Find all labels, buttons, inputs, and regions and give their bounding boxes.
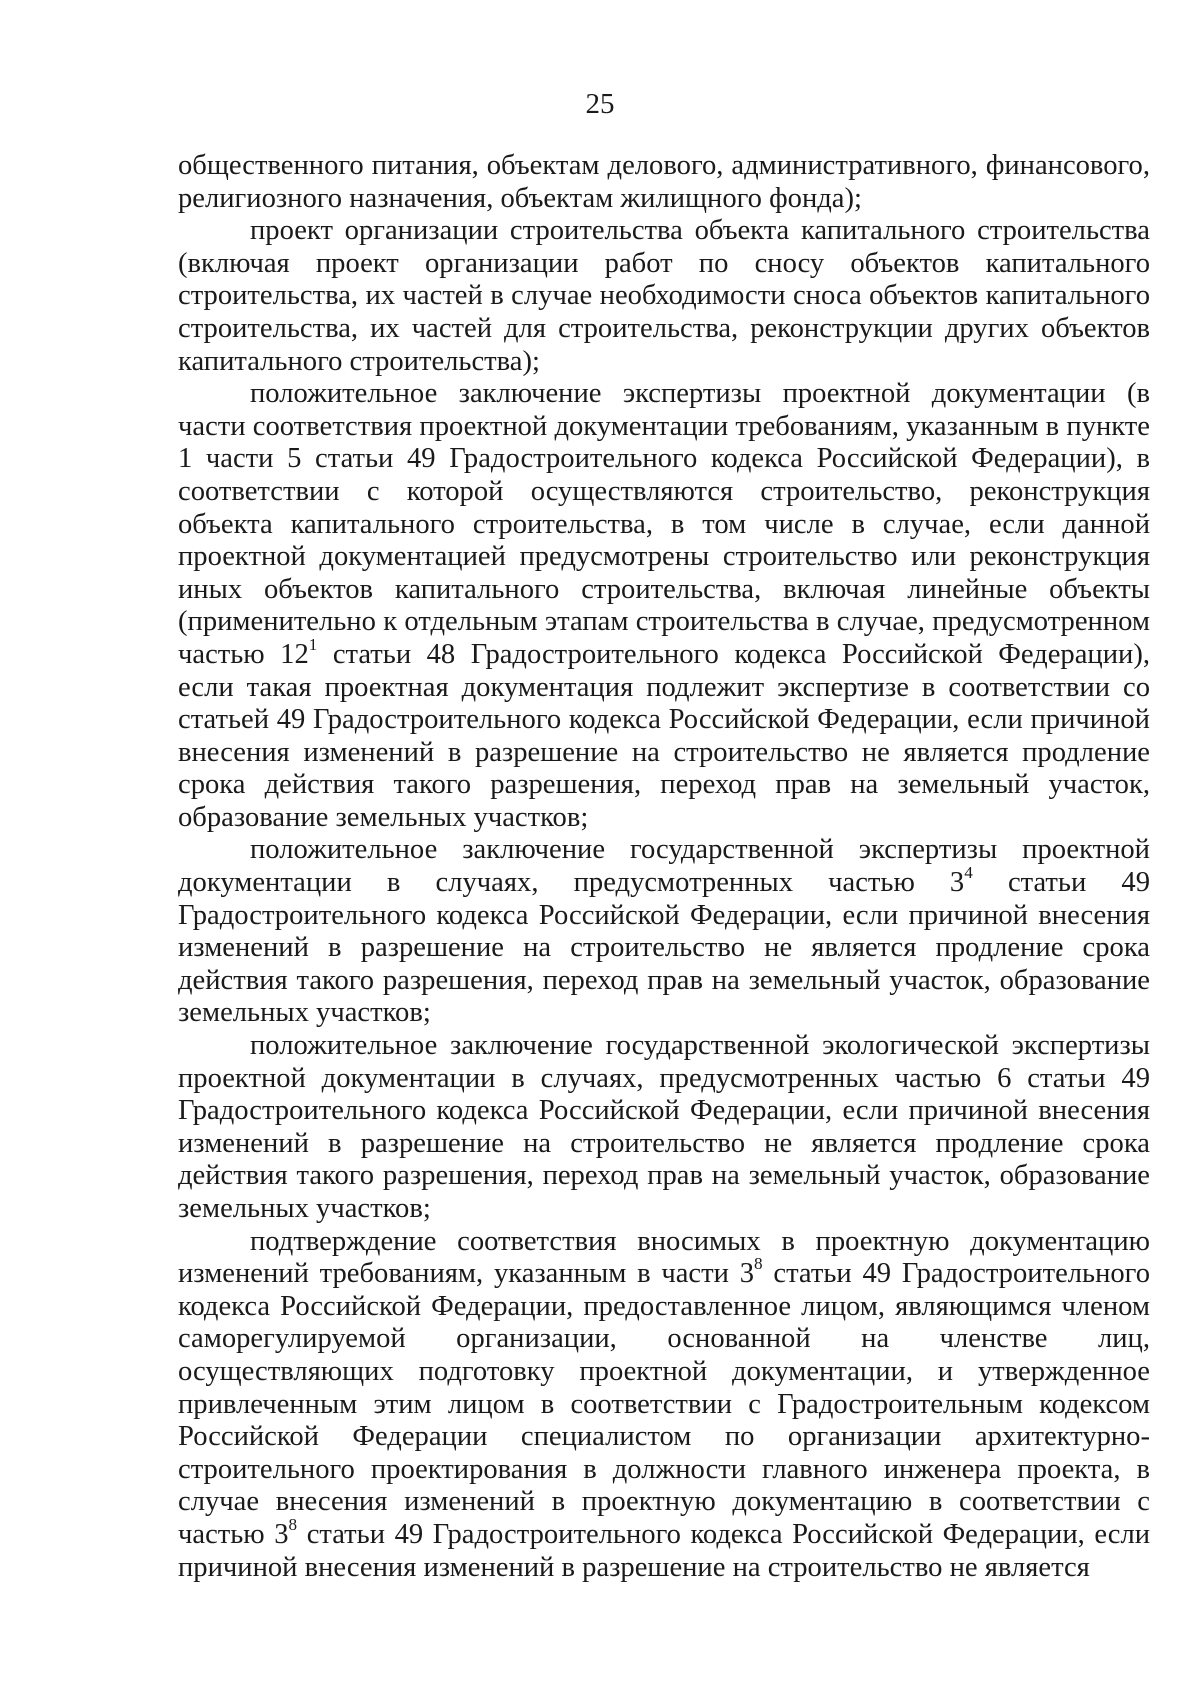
superscript: 8 bbox=[288, 1515, 298, 1535]
paragraph-text: положительное заключение государственной экспертизы проектной документации в случаях, предусмотренных частью 3 bbox=[178, 834, 1150, 899]
paragraph-text: общественного питания, объектам делового, административного, финансового, религиозного назначения, объектам жилищного фонда); bbox=[178, 150, 1150, 214]
paragraph bbox=[178, 834, 1150, 1030]
paragraph-text: статьи 49 Градостроительного кодекса Российской Федерации, если причиной внесения изменений в разрешение на строительство не является bbox=[178, 1518, 1151, 1583]
paragraph-text: положительное заключение экспертизы проектной документации (в части соответствия проектной документации требованиям, указанным в пункте 1 части 5 статьи 49 Градостроительного кодекса Российской Федерации), в соответствии с которой осуществляются строительство, реконструкция объекта капитального строительства, в том числе в случае, если данной проектной документацией предусмотрены строительство или реконструкция иных объектов капитального строительства, включая линейные объекты (применительно к отдельным этапам строительства в случае, предусмотренном частью 12 bbox=[178, 378, 1150, 670]
paragraph bbox=[178, 150, 1150, 215]
superscript: 1 bbox=[308, 635, 318, 655]
paragraph-text: статьи 49 Градостроительного кодекса Российской Федерации, если причиной внесения изменений в разрешение на строительство не является продление срока действия такого разрешения, переход прав на земельный участок, образование земельных участков; bbox=[178, 867, 1150, 1029]
paragraph bbox=[178, 215, 1150, 378]
paragraph-text: проект организации строительства объекта капитального строительства (включая проект организации работ по сносу объектов капитального строительства, их частей в случае необходимости сноса объектов капитального строительства, их частей для строительства, реконструкции других объектов капитального строительства); bbox=[178, 215, 1150, 377]
document-body bbox=[178, 150, 1150, 1584]
paragraph-text: положительное заключение государственной экологической экспертизы проектной документации в случаях, предусмотренных частью 6 статьи 49 Градостроительного кодекса Российской Федерации, если причиной внесения изменений в разрешение на строительство не является продление срока действия такого разрешения, переход прав на земельный участок, образование земельных участков; bbox=[178, 1030, 1150, 1224]
superscript: 8 bbox=[754, 1254, 763, 1274]
paragraph-text: статьи 48 Градостроительного кодекса Российской Федерации), если такая проектная документация подлежит экспертизе в соответствии со статьей 49 Градостроительного кодекса Российской Федерации, если причиной внесения изменений в разрешение на строительство не является продление срока действия такого разрешения, переход прав на земельный участок, образование земельных участков; bbox=[178, 638, 1150, 833]
paragraph-text: статьи 49 Градостроительного кодекса Российской Федерации, предоставленное лицом, являющимся членом саморегулируемой организации, основанной на членстве лиц, осуществляющих подготовку проектной документации, и утвержденное привлеченным этим лицом в соответствии с Градостроительным кодексом Российской Федерации специалистом по организации архитектурно-строительного проектирования в должности главного инженера проекта, в случае внесения изменений в проектную документацию в соответствии с частью 3 bbox=[178, 1258, 1150, 1550]
paragraph-text: подтверждение соответствия вносимых в проектную документацию изменений требованиям, указанным в части 3 bbox=[178, 1225, 1150, 1290]
page-number: 25 bbox=[585, 88, 615, 120]
superscript: 4 bbox=[964, 863, 973, 883]
paragraph bbox=[178, 1030, 1150, 1226]
paragraph bbox=[178, 378, 1150, 834]
paragraph bbox=[178, 1226, 1150, 1585]
